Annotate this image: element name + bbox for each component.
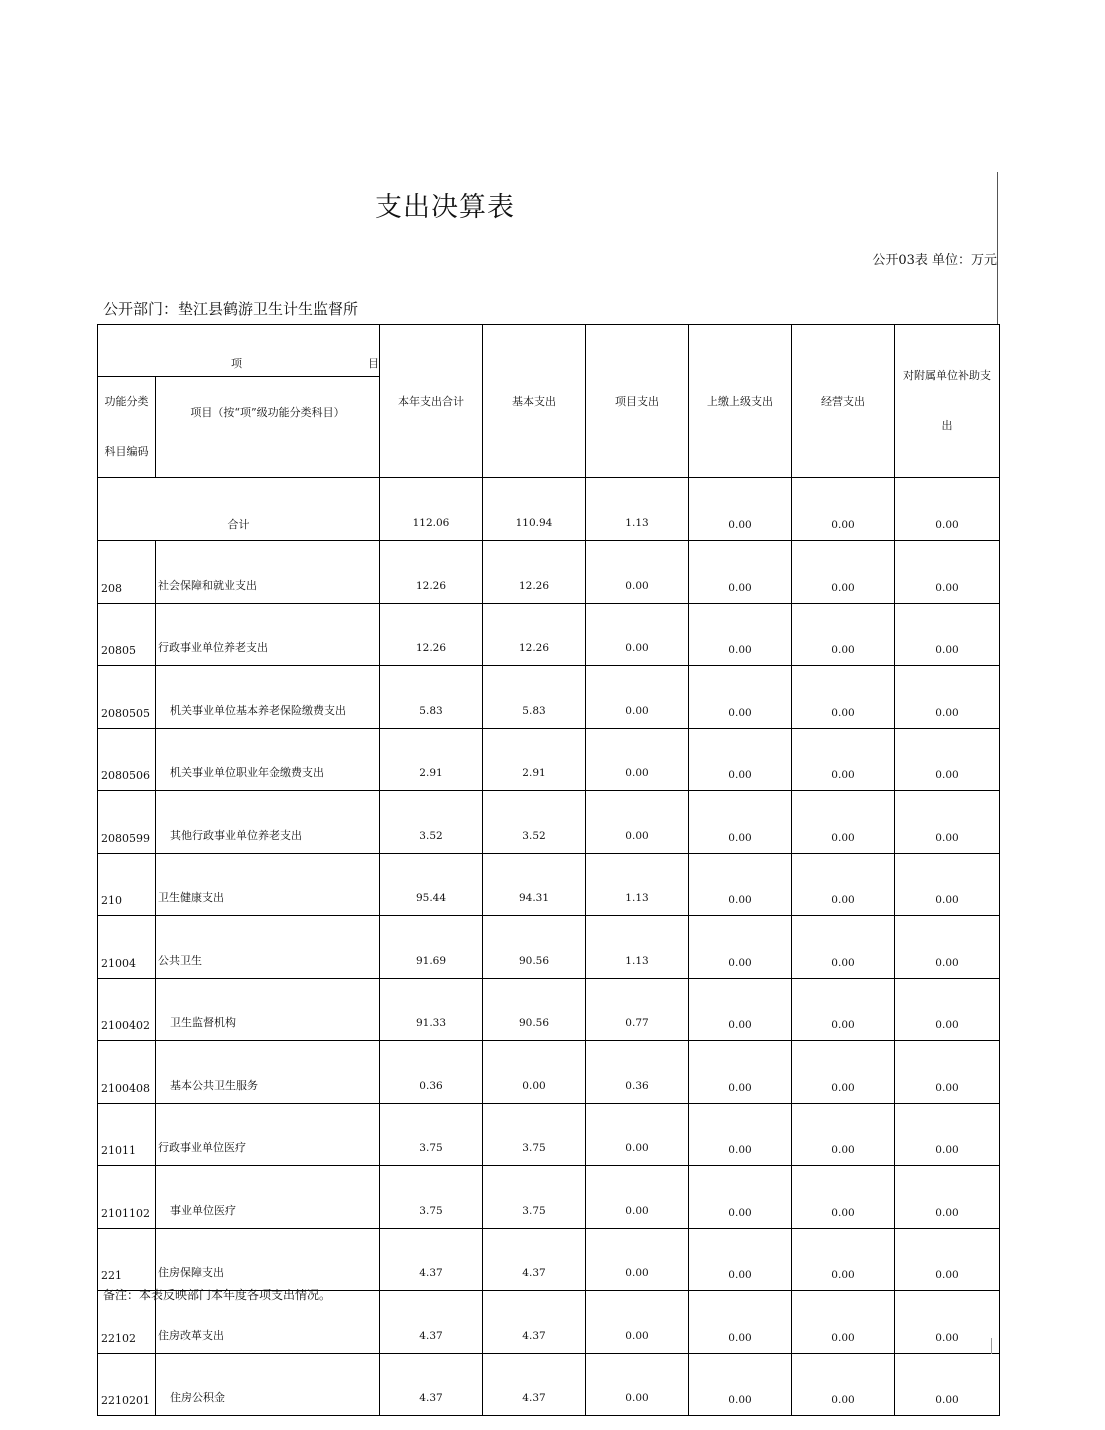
row-basic: 5.83 <box>483 666 586 729</box>
row-business: 0.00 <box>792 916 895 979</box>
row-name: 事业单位医疗 <box>156 1166 380 1229</box>
row-subsidy: 0.00 <box>895 853 1000 916</box>
table-row <box>98 1103 1000 1166</box>
row-code: 21011 <box>98 1103 156 1166</box>
table-row <box>98 1166 1000 1229</box>
row-total: 91.33 <box>380 978 483 1041</box>
row-business: 0.00 <box>792 791 895 854</box>
total-project: 1.13 <box>586 478 689 541</box>
row-subsidy: 0.00 <box>895 666 1000 729</box>
row-upper: 0.00 <box>689 1228 792 1291</box>
row-basic: 0.00 <box>483 1041 586 1104</box>
row-total: 91.69 <box>380 916 483 979</box>
row-basic: 12.26 <box>483 603 586 666</box>
row-code: 2080505 <box>98 666 156 729</box>
header-code <box>98 377 156 478</box>
header-row-top <box>98 325 1000 377</box>
row-name: 住房公积金 <box>156 1353 380 1416</box>
row-basic: 94.31 <box>483 853 586 916</box>
total-business: 0.00 <box>792 478 895 541</box>
total-subsidy: 0.00 <box>895 478 1000 541</box>
row-total: 4.37 <box>380 1291 483 1354</box>
page-right-rule <box>997 172 998 324</box>
row-business: 0.00 <box>792 666 895 729</box>
header-subsidy <box>895 325 1000 478</box>
row-project: 0.00 <box>586 728 689 791</box>
row-basic: 90.56 <box>483 978 586 1041</box>
row-total: 3.75 <box>380 1166 483 1229</box>
row-upper: 0.00 <box>689 916 792 979</box>
table-row <box>98 791 1000 854</box>
row-basic: 90.56 <box>483 916 586 979</box>
row-name: 机关事业单位职业年金缴费支出 <box>156 728 380 791</box>
header-subsidy-line2: 出 <box>941 419 953 432</box>
header-total: 本年支出合计 <box>380 325 483 478</box>
header-subsidy-line1: 对附属单位补助支 <box>903 369 991 382</box>
row-subsidy: 0.00 <box>895 1228 1000 1291</box>
row-project: 0.00 <box>586 603 689 666</box>
table-row <box>98 541 1000 604</box>
row-code: 2210201 <box>98 1353 156 1416</box>
row-subsidy: 0.00 <box>895 1041 1000 1104</box>
total-basic: 110.94 <box>483 478 586 541</box>
total-upper: 0.00 <box>689 478 792 541</box>
row-name: 行政事业单位医疗 <box>156 1103 380 1166</box>
row-total: 5.83 <box>380 666 483 729</box>
footnote-remark: 备注：本表反映部门本年度各项支出情况。 <box>103 1288 332 1302</box>
row-code: 2100408 <box>98 1041 156 1104</box>
total-row <box>98 478 1000 541</box>
row-upper: 0.00 <box>689 1291 792 1354</box>
row-subsidy: 0.00 <box>895 541 1000 604</box>
row-business: 0.00 <box>792 978 895 1041</box>
row-total: 95.44 <box>380 853 483 916</box>
row-subsidy: 0.00 <box>895 791 1000 854</box>
row-business: 0.00 <box>792 1166 895 1229</box>
row-basic: 4.37 <box>483 1228 586 1291</box>
header-name <box>156 377 380 478</box>
row-total: 0.36 <box>380 1041 483 1104</box>
row-total: 12.26 <box>380 603 483 666</box>
row-subsidy: 0.00 <box>895 916 1000 979</box>
row-name: 行政事业单位养老支出 <box>156 603 380 666</box>
header-project: 项目支出 <box>586 325 689 478</box>
row-business: 0.00 <box>792 1103 895 1166</box>
row-business: 0.00 <box>792 1041 895 1104</box>
row-code: 2080599 <box>98 791 156 854</box>
table-row <box>98 978 1000 1041</box>
row-total: 2.91 <box>380 728 483 791</box>
row-upper: 0.00 <box>689 1353 792 1416</box>
row-project: 1.13 <box>586 853 689 916</box>
row-name: 公共卫生 <box>156 916 380 979</box>
row-project: 0.00 <box>586 541 689 604</box>
row-code: 20805 <box>98 603 156 666</box>
row-code: 221 <box>98 1228 156 1291</box>
expenditure-table <box>97 324 1000 1416</box>
row-upper: 0.00 <box>689 666 792 729</box>
row-code: 21004 <box>98 916 156 979</box>
row-project: 0.36 <box>586 1041 689 1104</box>
total-label: 合计 <box>98 478 380 541</box>
table-row <box>98 853 1000 916</box>
row-business: 0.00 <box>792 1353 895 1416</box>
row-subsidy: 0.00 <box>895 978 1000 1041</box>
row-project: 0.00 <box>586 1291 689 1354</box>
table-row <box>98 666 1000 729</box>
row-project: 0.00 <box>586 1103 689 1166</box>
row-project: 0.77 <box>586 978 689 1041</box>
row-name: 机关事业单位基本养老保险缴费支出 <box>156 666 380 729</box>
row-project: 0.00 <box>586 1228 689 1291</box>
row-basic: 12.26 <box>483 541 586 604</box>
row-project: 1.13 <box>586 916 689 979</box>
row-subsidy: 0.00 <box>895 603 1000 666</box>
header-business: 经营支出 <box>792 325 895 478</box>
row-name: 住房改革支出 <box>156 1291 380 1354</box>
row-subsidy: 0.00 <box>895 1353 1000 1416</box>
row-subsidy: 0.00 <box>895 1166 1000 1229</box>
row-total: 3.52 <box>380 791 483 854</box>
row-code: 210 <box>98 853 156 916</box>
total-total: 112.06 <box>380 478 483 541</box>
row-business: 0.00 <box>792 603 895 666</box>
row-code: 208 <box>98 541 156 604</box>
table-row <box>98 1041 1000 1104</box>
table-row <box>98 603 1000 666</box>
row-total: 3.75 <box>380 1103 483 1166</box>
row-name: 卫生健康支出 <box>156 853 380 916</box>
row-upper: 0.00 <box>689 978 792 1041</box>
row-project: 0.00 <box>586 1166 689 1229</box>
row-project: 0.00 <box>586 666 689 729</box>
row-name: 住房保障支出 <box>156 1228 380 1291</box>
header-item-right: 目 <box>368 357 379 370</box>
row-name: 基本公共卫生服务 <box>156 1041 380 1104</box>
header-item-cell <box>98 325 380 377</box>
row-business: 0.00 <box>792 853 895 916</box>
row-basic: 4.37 <box>483 1291 586 1354</box>
row-upper: 0.00 <box>689 791 792 854</box>
department-label: 公开部门：垫江县鹤游卫生计生监督所 <box>103 300 359 318</box>
header-basic: 基本支出 <box>483 325 586 478</box>
row-business: 0.00 <box>792 1291 895 1354</box>
row-total: 12.26 <box>380 541 483 604</box>
row-code: 2080506 <box>98 728 156 791</box>
row-business: 0.00 <box>792 728 895 791</box>
page-edge-tick <box>991 1338 992 1354</box>
row-upper: 0.00 <box>689 603 792 666</box>
table-row <box>98 916 1000 979</box>
table-row <box>98 728 1000 791</box>
row-name: 社会保障和就业支出 <box>156 541 380 604</box>
table-row <box>98 1353 1000 1416</box>
row-basic: 3.75 <box>483 1103 586 1166</box>
row-basic: 2.91 <box>483 728 586 791</box>
row-upper: 0.00 <box>689 541 792 604</box>
row-name: 卫生监督机构 <box>156 978 380 1041</box>
row-subsidy: 0.00 <box>895 1291 1000 1354</box>
header-upper: 上缴上级支出 <box>689 325 792 478</box>
table-row <box>98 1228 1000 1291</box>
row-business: 0.00 <box>792 1228 895 1291</box>
row-total: 4.37 <box>380 1353 483 1416</box>
table-unit-note: 公开03表 单位：万元 <box>872 253 997 268</box>
row-name: 其他行政事业单位养老支出 <box>156 791 380 854</box>
row-basic: 3.52 <box>483 791 586 854</box>
page-title: 支出决算表 <box>375 192 515 223</box>
row-basic: 4.37 <box>483 1353 586 1416</box>
header-name-text: 项目（按“项”级功能分类科目） <box>190 406 345 419</box>
row-subsidy: 0.00 <box>895 1103 1000 1166</box>
row-code: 2100402 <box>98 978 156 1041</box>
row-upper: 0.00 <box>689 1103 792 1166</box>
row-code: 22102 <box>98 1291 156 1354</box>
row-upper: 0.00 <box>689 1041 792 1104</box>
row-project: 0.00 <box>586 791 689 854</box>
row-code: 2101102 <box>98 1166 156 1229</box>
row-upper: 0.00 <box>689 853 792 916</box>
row-project: 0.00 <box>586 1353 689 1416</box>
row-upper: 0.00 <box>689 728 792 791</box>
header-code-line2: 科目编码 <box>104 445 149 458</box>
header-code-line1: 功能分类 <box>104 395 149 408</box>
row-business: 0.00 <box>792 541 895 604</box>
row-total: 4.37 <box>380 1228 483 1291</box>
row-basic: 3.75 <box>483 1166 586 1229</box>
row-upper: 0.00 <box>689 1166 792 1229</box>
header-item-left: 项 <box>231 357 242 370</box>
row-subsidy: 0.00 <box>895 728 1000 791</box>
